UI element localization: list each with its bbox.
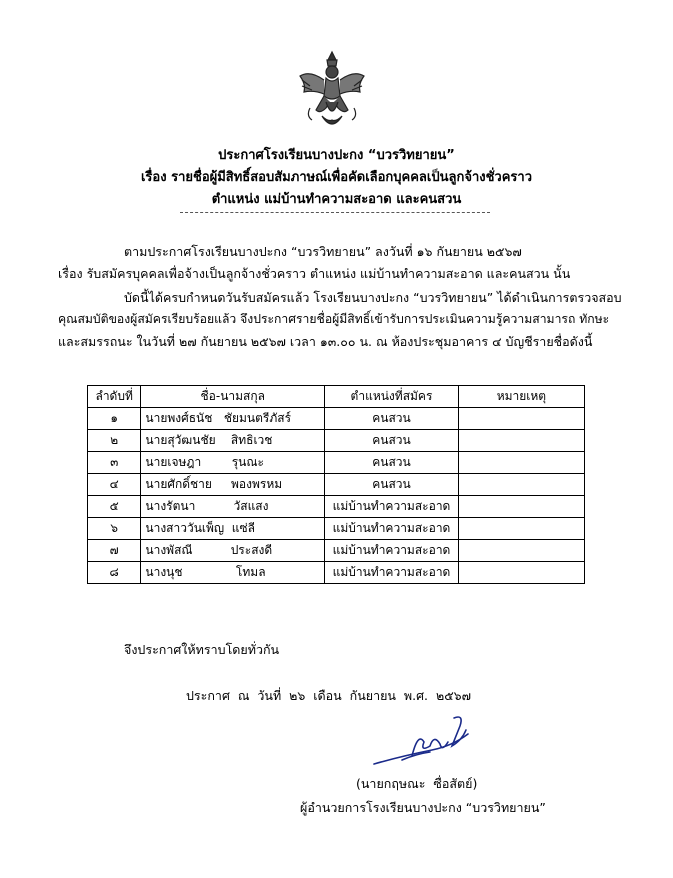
row-number: ๖ <box>88 518 141 540</box>
table-row <box>88 496 585 518</box>
announcement-title: ประกาศโรงเรียนบางปะกง “บวรวิทยายน” <box>218 148 455 163</box>
row-position: คนสวน <box>325 474 459 496</box>
row-note <box>458 474 584 496</box>
table-row <box>88 518 585 540</box>
column-header-position: ตำแหน่งที่สมัคร <box>325 386 459 408</box>
column-header-note: หมายเหตุ <box>458 386 584 408</box>
table-header-row <box>88 386 585 408</box>
signer-name: (นายกฤษณะ ซื่อสัตย์) <box>356 776 478 791</box>
body-paragraph-1-line-2: เรื่อง รับสมัครบุคคลเพื่อจ้างเป็นลูกจ้างชั่วคราว ตำแหน่ง แม่บ้านทำความสะอาด และคนสวน นั้น <box>58 266 571 281</box>
row-name: นางรัตนา วัสแสง <box>141 496 325 518</box>
signer-title: ผู้อำนวยการโรงเรียนบางปะกง “บวรวิทยายน” <box>300 800 546 815</box>
row-position: แม่บ้านทำความสะอาด <box>325 540 459 562</box>
column-header-number: ลำดับที่ <box>88 386 141 408</box>
row-position: แม่บ้านทำความสะอาด <box>325 562 459 584</box>
row-position: คนสวน <box>325 430 459 452</box>
signature-image <box>372 712 472 768</box>
table-row <box>88 430 585 452</box>
body-paragraph-2-line-3: และสมรรถนะ ในวันที่ ๒๗ กันยายน ๒๕๖๗ เวลา ๑๓.๐๐ น. ณ ห้องประชุมอาคาร ๔ บัญชีรายชื่อดังนี้ <box>58 334 593 349</box>
row-number: ๕ <box>88 496 141 518</box>
row-number: ๓ <box>88 452 141 474</box>
row-note <box>458 496 584 518</box>
row-note <box>458 562 584 584</box>
table-row <box>88 562 585 584</box>
row-number: ๒ <box>88 430 141 452</box>
column-header-name: ชื่อ-นามสกุล <box>141 386 325 408</box>
body-paragraph-2-line-1: บัดนี้ได้ครบกำหนดวันรับสมัครแล้ว โรงเรียนบางปะกง “บวรวิทยายน” ได้ดำเนินการตรวจสอบ <box>124 290 622 305</box>
row-note <box>458 518 584 540</box>
table-row <box>88 540 585 562</box>
table-row <box>88 408 585 430</box>
row-number: ๔ <box>88 474 141 496</box>
row-note <box>458 430 584 452</box>
row-note <box>458 408 584 430</box>
table-row <box>88 474 585 496</box>
candidate-table <box>87 385 585 584</box>
row-position: คนสวน <box>325 408 459 430</box>
announcement-subject: เรื่อง รายชื่อผู้มีสิทธิ์สอบสัมภาษณ์เพื่อคัดเลือกบุคคลเป็นลูกจ้างชั่วคราว <box>140 170 532 185</box>
row-number: ๗ <box>88 540 141 562</box>
row-position: แม่บ้านทำความสะอาด <box>325 496 459 518</box>
row-name: นายเจษฎา รุนณะ <box>141 452 325 474</box>
row-position: แม่บ้านทำความสะอาด <box>325 518 459 540</box>
garuda-emblem-icon <box>296 50 368 134</box>
announcement-date: ประกาศ ณ วันที่ ๒๖ เดือน กันยายน พ.ศ. ๒๕๖๗ <box>186 688 472 703</box>
row-position: คนสวน <box>325 452 459 474</box>
row-name: นางพัสณี ประสงดี <box>141 540 325 562</box>
row-name: นางนุช โทมล <box>141 562 325 584</box>
body-paragraph-1-line-1: ตามประกาศโรงเรียนบางปะกง “บวรวิทยายน” ลงวันที่ ๑๖ กันยายน ๒๕๖๗ <box>124 244 522 259</box>
row-number: ๑ <box>88 408 141 430</box>
announcement-position: ตำแหน่ง แม่บ้านทำความสะอาด และคนสวน <box>211 192 462 207</box>
row-note <box>458 540 584 562</box>
body-paragraph-2-line-2: คุณสมบัติของผู้สมัครเรียบร้อยแล้ว จึงประกาศรายชื่อผู้มีสิทธิ์เข้ารับการประเมินความรู้ความสามารถ ทักษะ <box>58 312 610 326</box>
table-row <box>88 452 585 474</box>
closing-notice: จึงประกาศให้ทราบโดยทั่วกัน <box>124 642 280 657</box>
row-name: นายพงศ์ธนัช ชัยมนตรีภัสร์ <box>141 408 325 430</box>
title-divider <box>180 212 490 213</box>
row-name: นายศักดิ์ชาย พองพรหม <box>141 474 325 496</box>
row-number: ๘ <box>88 562 141 584</box>
row-name: นายสุวัฒนชัย สิทธิเวช <box>141 430 325 452</box>
row-note <box>458 452 584 474</box>
row-name: นางสาววันเพ็ญ แซ่ลี <box>141 518 325 540</box>
